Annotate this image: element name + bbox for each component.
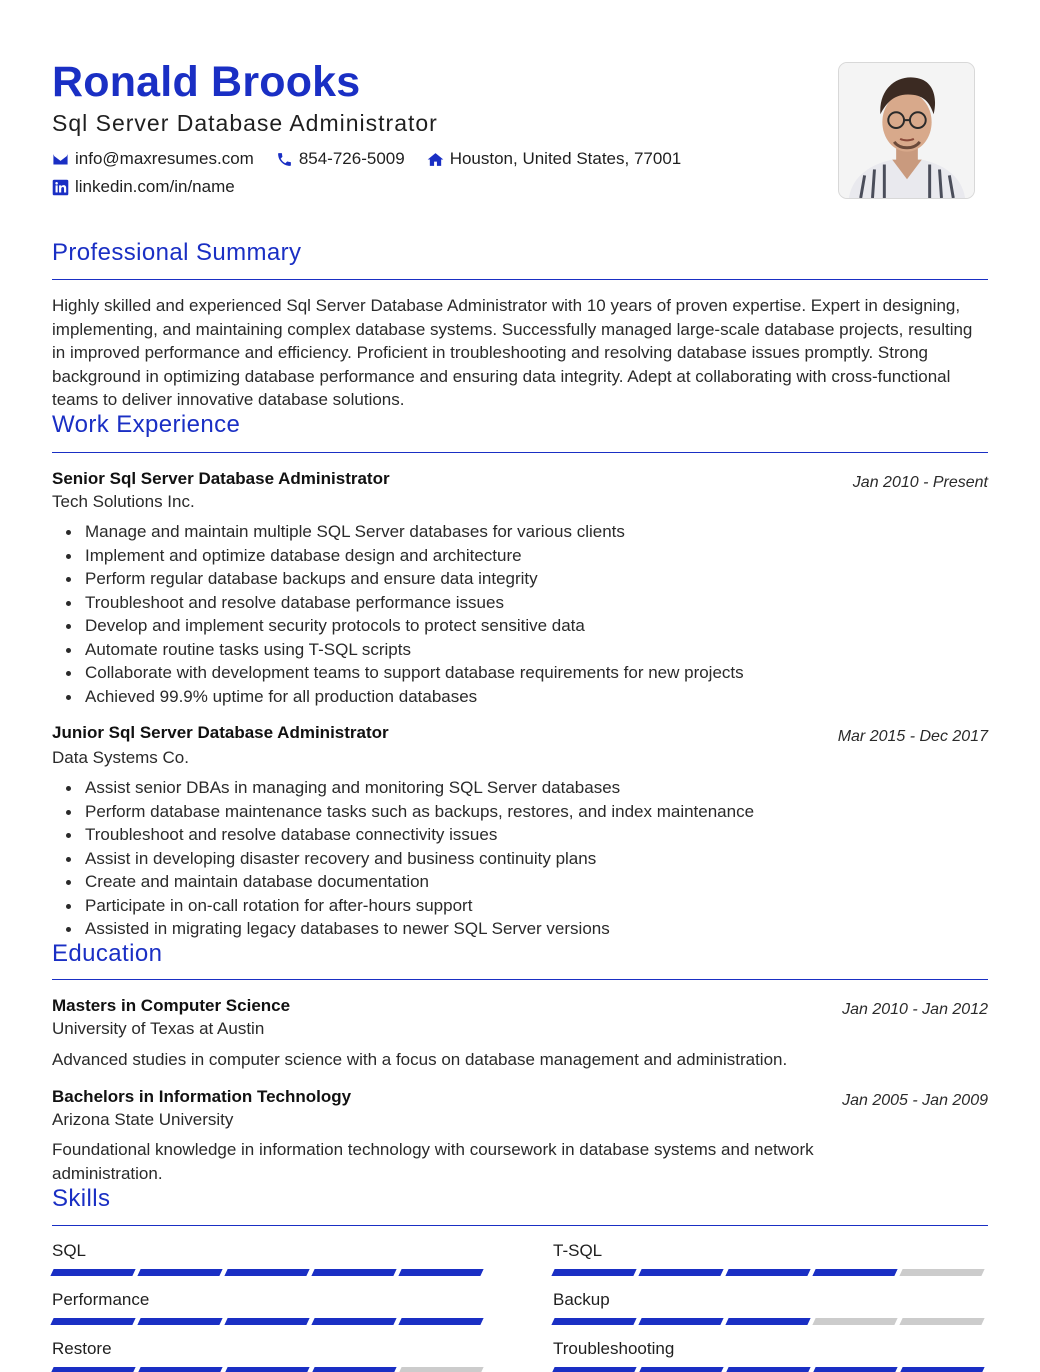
degree-description-1: Advanced studies in computer science with a focus on database management and administration. bbox=[52, 1050, 788, 1069]
job-dates-2: Mar 2015 - Dec 2017 bbox=[837, 728, 988, 745]
list-item: Collaborate with development teams to support database requirements for new projects bbox=[52, 661, 988, 685]
section-divider bbox=[52, 452, 988, 453]
skill-level-segment bbox=[50, 1367, 135, 1372]
degree-2: Bachelors in Information Technology bbox=[52, 1087, 352, 1106]
list-item: Automate routine tasks using T-SQL scripts bbox=[52, 638, 988, 662]
skill-level-segment bbox=[398, 1318, 483, 1325]
linkedin-icon bbox=[52, 179, 69, 196]
skill-item bbox=[52, 1241, 488, 1276]
job-bullets-2 bbox=[52, 776, 988, 941]
education-heading: Education bbox=[52, 940, 163, 967]
skill-level-bar bbox=[553, 1367, 989, 1372]
job-title-1: Senior Sql Server Database Administrator bbox=[52, 469, 390, 488]
degree-dates-2: Jan 2005 - Jan 2009 bbox=[842, 1092, 988, 1109]
skill-level-segment bbox=[812, 1269, 897, 1276]
skill-name: Performance bbox=[52, 1290, 150, 1309]
skill-level-segment bbox=[50, 1318, 135, 1325]
skill-level-segment bbox=[311, 1367, 396, 1372]
skill-level-segment bbox=[311, 1318, 396, 1325]
skill-level-segment bbox=[224, 1318, 309, 1325]
list-item: Achieved 99.9% uptime for all production databases bbox=[52, 685, 988, 709]
skill-level-segment bbox=[899, 1269, 984, 1276]
list-item: Develop and implement security protocols to protect sensitive data bbox=[52, 614, 988, 638]
skill-level-segment bbox=[137, 1367, 222, 1372]
profile-photo bbox=[838, 62, 975, 199]
avatar-portrait-icon bbox=[839, 63, 974, 198]
list-item: Assist senior DBAs in managing and monitoring SQL Server databases bbox=[52, 776, 988, 800]
summary-heading: Professional Summary bbox=[52, 239, 302, 266]
skill-level-segment bbox=[899, 1367, 984, 1372]
skill-item bbox=[52, 1339, 488, 1372]
skill-level-segment bbox=[551, 1318, 636, 1325]
home-icon bbox=[427, 151, 444, 168]
job-company-1: Tech Solutions Inc. bbox=[52, 492, 195, 511]
skill-name: Troubleshooting bbox=[553, 1339, 675, 1358]
skill-level-segment bbox=[398, 1367, 483, 1372]
skill-item bbox=[553, 1241, 989, 1276]
job-bullets-1 bbox=[52, 520, 988, 708]
contact-linkedin[interactable] bbox=[52, 177, 235, 197]
contact-email[interactable] bbox=[52, 149, 254, 169]
skill-level-segment bbox=[812, 1367, 897, 1372]
skill-level-segment bbox=[725, 1318, 810, 1325]
contact-phone[interactable] bbox=[276, 149, 405, 169]
skill-name: T-SQL bbox=[553, 1241, 603, 1260]
skill-item bbox=[52, 1290, 488, 1325]
list-item: Assist in developing disaster recovery and business continuity plans bbox=[52, 847, 988, 871]
skill-level-bar bbox=[52, 1318, 488, 1325]
skill-level-segment bbox=[551, 1269, 636, 1276]
list-item: Perform regular database backups and ensure data integrity bbox=[52, 567, 988, 591]
skill-level-segment bbox=[50, 1269, 135, 1276]
list-item: Perform database maintenance tasks such as backups, restores, and index maintenance bbox=[52, 800, 988, 824]
school-1: University of Texas at Austin bbox=[52, 1019, 265, 1038]
skills-heading: Skills bbox=[52, 1185, 111, 1212]
skill-level-segment bbox=[137, 1318, 222, 1325]
job-dates-1: Jan 2010 - Present bbox=[852, 474, 988, 491]
skill-level-segment bbox=[398, 1269, 483, 1276]
envelope-icon bbox=[52, 151, 69, 168]
skill-level-segment bbox=[224, 1269, 309, 1276]
location-text: Houston, United States, 77001 bbox=[449, 149, 682, 168]
skill-name: Restore bbox=[52, 1339, 112, 1358]
section-divider bbox=[52, 979, 988, 980]
job-title: Sql Server Database Administrator bbox=[52, 110, 438, 136]
section-divider bbox=[52, 1225, 988, 1226]
skill-level-bar bbox=[553, 1318, 989, 1325]
email-text[interactable]: info@maxresumes.com bbox=[75, 149, 254, 168]
list-item: Implement and optimize database design and architecture bbox=[52, 544, 988, 568]
contact-row bbox=[52, 149, 703, 169]
skill-item bbox=[553, 1290, 989, 1325]
contact-row-2 bbox=[52, 177, 257, 197]
list-item: Troubleshoot and resolve database connectivity issues bbox=[52, 823, 988, 847]
skill-level-segment bbox=[638, 1318, 723, 1325]
skill-level-bar bbox=[52, 1269, 488, 1276]
skill-name: SQL bbox=[52, 1241, 87, 1260]
skill-level-segment bbox=[638, 1269, 723, 1276]
degree-description-2: Foundational knowledge in information technology with coursework in database systems and network administration. bbox=[52, 1140, 814, 1183]
contact-location bbox=[427, 149, 682, 169]
degree-dates-1: Jan 2010 - Jan 2012 bbox=[842, 1001, 988, 1018]
experience-heading: Work Experience bbox=[52, 411, 241, 438]
job-company-2: Data Systems Co. bbox=[52, 748, 189, 767]
skill-level-segment bbox=[812, 1318, 897, 1325]
list-item: Assisted in migrating legacy databases to newer SQL Server versions bbox=[52, 917, 988, 941]
skill-level-bar bbox=[52, 1367, 488, 1372]
skill-level-segment bbox=[725, 1367, 810, 1372]
summary-text: Highly skilled and experienced Sql Server Database Administrator with 10 years of proven expertise. Expert in designing, implementing, and maintaining complex database systems. Successfully managed large-scale database projects, resulting in improved performance and efficiency. Proficient in troubleshooting and resolving database issues promptly. Strong background in optimizing database performance and ensuring data integrity. Adept at collaborating with cross-functional teams to deliver innovative database solutions. bbox=[52, 296, 973, 409]
skill-level-segment bbox=[551, 1367, 636, 1372]
job-title-2: Junior Sql Server Database Administrator bbox=[52, 723, 389, 742]
skill-level-bar bbox=[553, 1269, 989, 1276]
phone-text[interactable]: 854-726-5009 bbox=[298, 149, 405, 168]
degree-1: Masters in Computer Science bbox=[52, 996, 291, 1015]
list-item: Manage and maintain multiple SQL Server databases for various clients bbox=[52, 520, 988, 544]
candidate-name: Ronald Brooks bbox=[52, 58, 361, 106]
skill-level-segment bbox=[725, 1269, 810, 1276]
skill-level-segment bbox=[224, 1367, 309, 1372]
skill-item bbox=[553, 1339, 989, 1372]
list-item: Create and maintain database documentation bbox=[52, 870, 988, 894]
list-item: Participate in on-call rotation for after-hours support bbox=[52, 894, 988, 918]
skill-level-segment bbox=[899, 1318, 984, 1325]
linkedin-text[interactable]: linkedin.com/in/name bbox=[75, 177, 235, 196]
list-item: Troubleshoot and resolve database performance issues bbox=[52, 591, 988, 615]
phone-icon bbox=[276, 151, 293, 168]
skill-level-segment bbox=[137, 1269, 222, 1276]
section-divider bbox=[52, 279, 988, 280]
school-2: Arizona State University bbox=[52, 1110, 234, 1129]
skill-level-segment bbox=[638, 1367, 723, 1372]
skill-level-segment bbox=[311, 1269, 396, 1276]
skill-name: Backup bbox=[553, 1290, 610, 1309]
